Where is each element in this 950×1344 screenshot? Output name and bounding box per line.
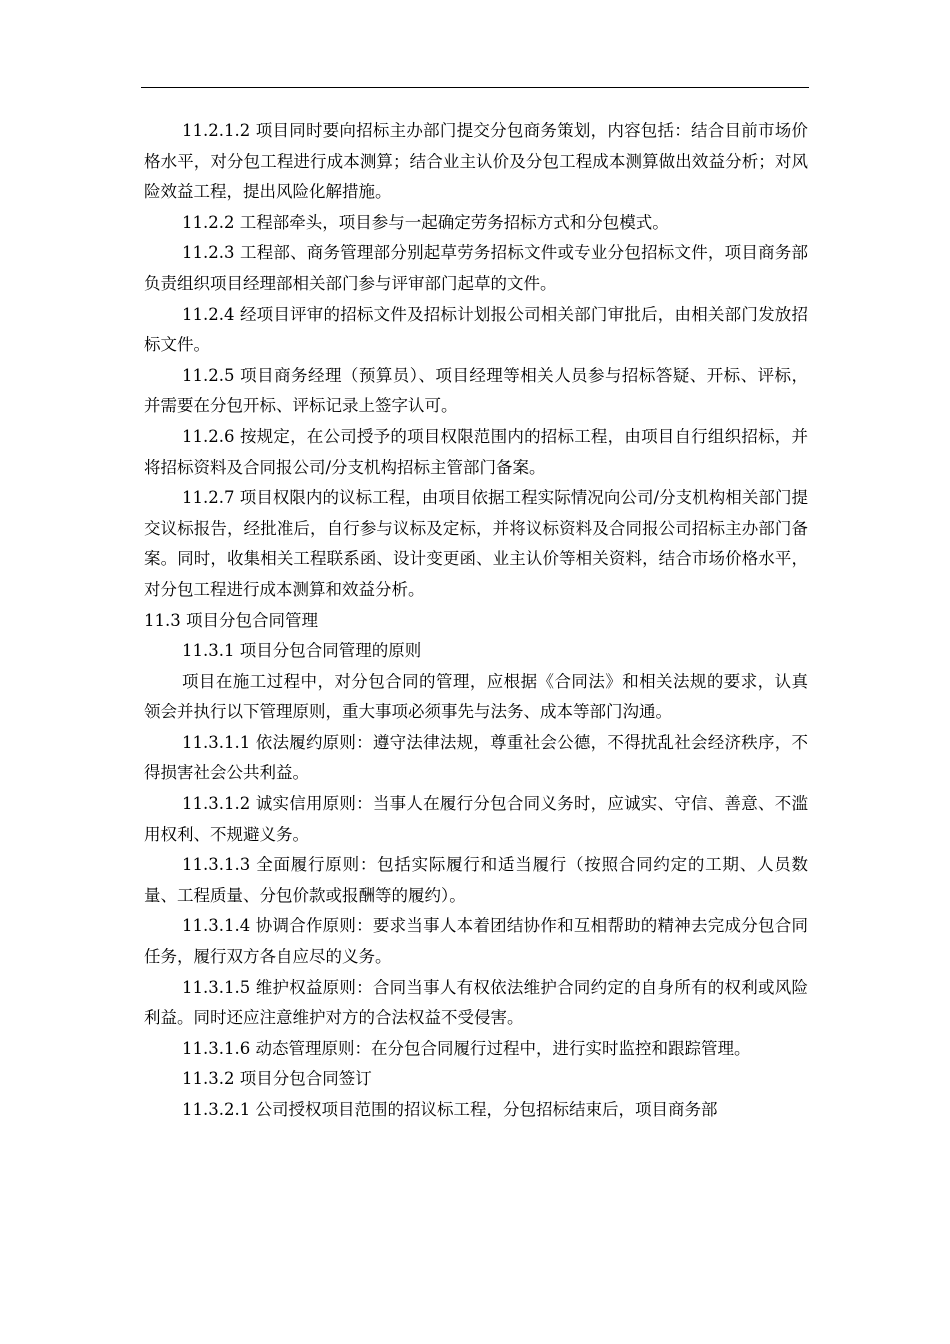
paragraph-11-3-1-4: 11.3.1.4 协调合作原则：要求当事人本着团结协作和互相帮助的精神去完成分包合同任务，履行双方各自应尽的义务。 bbox=[144, 916, 808, 967]
subsection-heading-11-3-1: 11.3.1 项目分包合同管理的原则 bbox=[182, 641, 422, 661]
paragraph-11-3-1-2: 11.3.1.2 诚实信用原则：当事人在履行分包合同义务时，应诚实、守信、善意、不滥用权利、不规避义务。 bbox=[144, 794, 808, 844]
header-rule bbox=[141, 87, 809, 88]
paragraph-11-3-1-6: 11.3.1.6 动态管理原则：在分包合同履行过程中，进行实时监控和跟踪管理。 bbox=[182, 1038, 751, 1058]
section-heading-11-3: 11.3 项目分包合同管理 bbox=[144, 610, 318, 630]
paragraph-11-3-1-5: 11.3.1.5 维护权益原则：合同当事人有权依法维护合同约定的自身所有的权利或风险利益。同时还应注意维护对方的合法权益不受侵害。 bbox=[144, 977, 808, 1028]
paragraph-11-2-5: 11.2.5 项目商务经理（预算员）、项目经理等相关人员参与招标答疑、开标、评标，并需要在分包开标、评标记录上签字认可。 bbox=[144, 365, 808, 416]
paragraph-11-2-1-2: 11.2.1.2 项目同时要向招标主办部门提交分包商务策划，内容包括：结合目前市场价格水平，对分包工程进行成本测算；结合业主认价及分包工程成本测算做出效益分析；对风险效益工程，提出风险化解措施。 bbox=[144, 121, 808, 202]
paragraph-11-2-3: 11.2.3 工程部、商务管理部分别起草劳务招标文件或专业分包招标文件，项目商务部负责组织项目经理部相关部门参与评审部门起草的文件。 bbox=[144, 243, 808, 293]
paragraph-11-2-7: 11.2.7 项目权限内的议标工程，由项目依据工程实际情况向公司/分支机构相关部门提交议标报告，经批准后，自行参与议标及定标，并将议标资料及合同报公司招标主办部门备案。同时，收集相关工程联系函、设计变更函、业主认价等相关资料，结合市场价格水平，对分包工程进行成本测算和效益分析。 bbox=[144, 488, 808, 599]
subsection-heading-11-3-2: 11.3.2 项目分包合同签订 bbox=[182, 1069, 372, 1089]
document-body bbox=[144, 116, 808, 1126]
paragraph-11-3-1-1: 11.3.1.1 依法履约原则：遵守法律法规，尊重社会公德，不得扰乱社会经济秩序，不得损害社会公共利益。 bbox=[144, 732, 808, 783]
paragraph-11-2-2: 11.2.2 工程部牵头，项目参与一起确定劳务招标方式和分包模式。 bbox=[182, 212, 669, 232]
paragraph-11-2-4: 11.2.4 经项目评审的招标文件及招标计划报公司相关部门审批后，由相关部门发放招标文件。 bbox=[144, 304, 808, 355]
paragraph-11-3-1-3: 11.3.1.3 全面履行原则：包括实际履行和适当履行（按照合同约定的工期、人员数量、工程质量、分包价款或报酬等的履约）。 bbox=[144, 855, 808, 905]
paragraph-11-3-2-1: 11.3.2.1 公司授权项目范围的招议标工程，分包招标结束后，项目商务部 bbox=[182, 1100, 718, 1119]
paragraph-11-2-6: 11.2.6 按规定，在公司授予的项目权限范围内的招标工程，由项目自行组织招标，并将招标资料及合同报公司/分支机构招标主管部门备案。 bbox=[144, 426, 808, 477]
paragraph-intro-11-3-1: 项目在施工过程中，对分包合同的管理，应根据《合同法》和相关法规的要求，认真领会并执行以下管理原则，重大事项必须事先与法务、成本等部门沟通。 bbox=[144, 671, 808, 722]
